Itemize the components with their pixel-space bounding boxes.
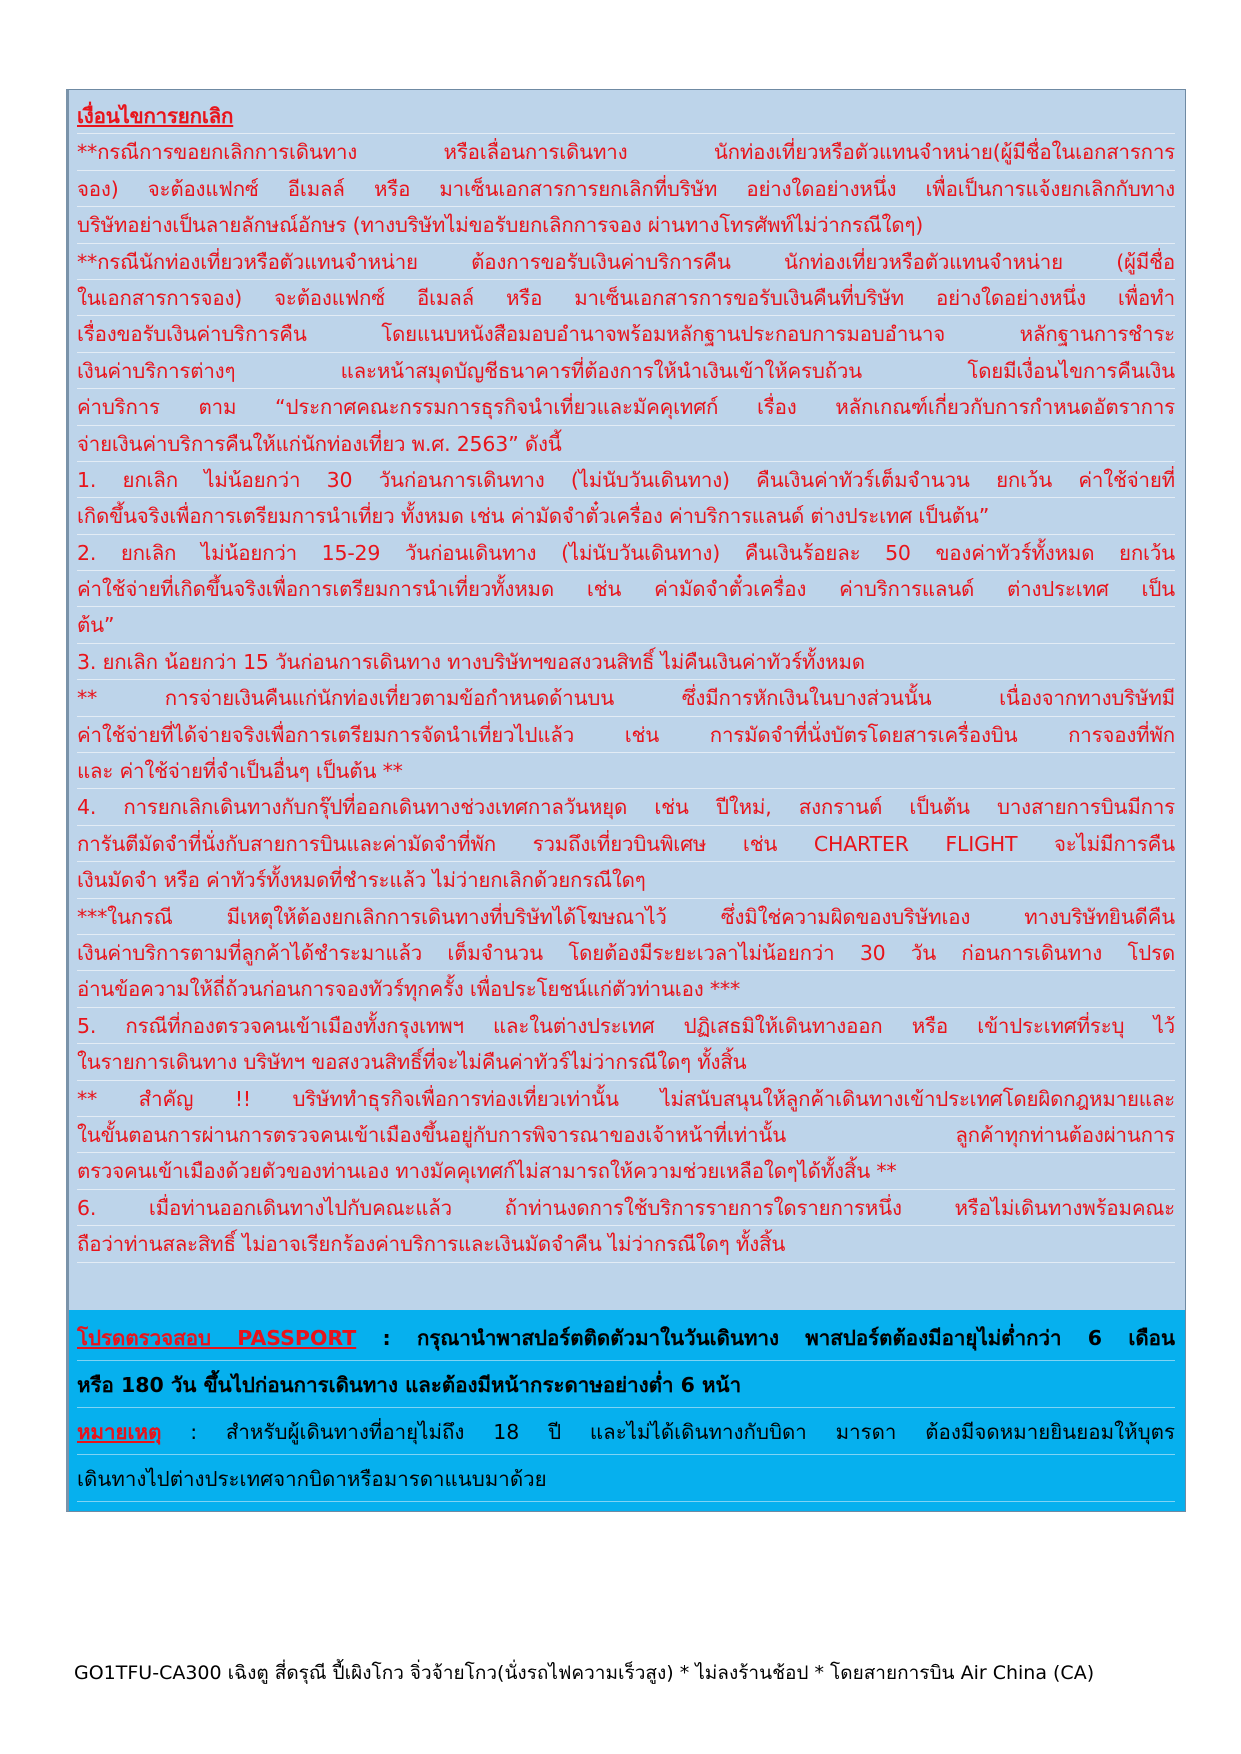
condition-line: **กรณีนักท่องเที่ยวหรือตัวแทนจำหน่าย ต้องการขอรับเงินค่าบริการคืน นักท่องเที่ยวหรือตัวแทนจำหน่าย (ผู้มีชื่อ	[77, 244, 1175, 280]
condition-line: ** สำคัญ !! บริษัททำธุรกิจเพื่อการท่องเที่ยวเท่านั้น ไม่สนับสนุนให้ลูกค้าเดินทางเข้าประเทศโดยผิดกฎหมายและ	[77, 1081, 1175, 1117]
condition-line: 6. เมื่อท่านออกเดินทางไปกับคณะแล้ว ถ้าท่านงดการใช้บริการรายการใดรายการหนึ่ง หรือไม่เดินทางพร้อมคณะ	[77, 1190, 1175, 1226]
condition-line: เรื่องขอรับเงินค่าบริการคืน โดยแนบหนังสือมอบอำนาจพร้อมหลักฐานประกอบการมอบอำนาจ หลักฐานการชำระ	[77, 316, 1175, 352]
condition-line: เงินมัดจำ หรือ ค่าทัวร์ทั้งหมดที่ชำระแล้ว ไม่ว่ายกเลิกด้วยกรณีใดๆ	[77, 862, 1175, 898]
conditions-heading: เงื่อนไขการยกเลิก	[77, 104, 234, 128]
condition-line: 3. ยกเลิก น้อยกว่า 15 วันก่อนการเดินทาง ทางบริษัทฯขอสงวนสิทธิ์ ไม่คืนเงินค่าทัวร์ทั้งหมด	[77, 644, 1175, 680]
condition-line: จอง) จะต้องแฟกซ์ อีเมลล์ หรือ มาเซ็นเอกสารการยกเลิกที่บริษัท อย่างใดอย่างหนึ่ง เพื่อเป็นการแจ้งยกเลิกกับทาง	[77, 171, 1175, 207]
condition-line: ค่าใช้จ่ายที่เกิดขึ้นจริงเพื่อการเตรียมการนำเที่ยวทั้งหมด เช่น ค่ามัดจำตั๋วเครื่อง ค่าบริการแลนด์ ต่างประเทศ เป็น	[77, 571, 1175, 607]
condition-line: เกิดขึ้นจริงเพื่อการเตรียมการนำเที่ยว ทั้งหมด เช่น ค่ามัดจำตั๋วเครื่อง ค่าบริการแลนด์ ต่างประเทศ เป็นต้น”	[77, 498, 1175, 534]
conditions-heading-line	[77, 98, 1175, 134]
condition-line: บริษัทอย่างเป็นลายลักษณ์อักษร (ทางบริษัทไม่ขอรับยกเลิกการจอง ผ่านทางโทรศัพท์ไม่ว่ากรณีใดๆ)	[77, 207, 1175, 243]
page-footer: GO1TFU-CA300 เฉิงตู สี่ดรุณี ปี้เผิงโกว จิ่วจ้ายโกว(นั่งรถไฟความเร็วสูง) * ไม่ลงร้านช้อป * โดยสายการบิน Air China (CA)	[74, 1662, 1095, 1684]
note-line-2: เดินทางไปต่างประเทศจากบิดาหรือมารดาแนบมาด้วย	[77, 1455, 1175, 1502]
passport-line-2: หรือ 180 วัน ขึ้นไปก่อนการเดินทาง และต้องมีหน้ากระดาษอย่างต่ำ 6 หน้า	[77, 1361, 1175, 1408]
condition-line: ต้น”	[77, 607, 1175, 643]
condition-line: การันตีมัดจำที่นั่งกับสายการบินและค่ามัดจำที่พัก รวมถึงเที่ยวบินพิเศษ เช่น CHARTER FLIGHT จะไม่มีการคืน	[77, 826, 1175, 862]
condition-line: ** การจ่ายเงินคืนแก่นักท่องเที่ยวตามข้อกำหนดด้านบน ซึ่งมีการหักเงินในบางส่วนนั้น เนื่องจากทางบริษัทมี	[77, 680, 1175, 716]
condition-line: ***ในกรณี มีเหตุให้ต้องยกเลิกการเดินทางที่บริษัทได้โฆษณาไว้ ซึ่งมิใช่ความผิดของบริษัทเอง ทางบริษัทยินดีคืน	[77, 899, 1175, 935]
condition-line: ค่าบริการ ตาม “ประกาศคณะกรรมการธุรกิจนำเที่ยวและมัคคุเทศก์ เรื่อง หลักเกณฑ์เกี่ยวกับการกำหนดอัตราการ	[77, 389, 1175, 425]
document-panel	[66, 89, 1186, 1512]
condition-line: ถือว่าท่านสละสิทธิ์ ไม่อาจเรียกร้องค่าบริการและเงินมัดจำคืน ไม่ว่ากรณีใดๆ ทั้งสิ้น	[77, 1226, 1175, 1262]
condition-line: ในขั้นตอนการผ่านการตรวจคนเข้าเมืองขึ้นอยู่กับการพิจารณาของเจ้าหน้าที่เท่านั้น ลูกค้าทุกท่านต้องผ่านการ	[77, 1117, 1175, 1153]
condition-line: 2. ยกเลิก ไม่น้อยกว่า 15-29 วันก่อนเดินทาง (ไม่นับวันเดินทาง) คืนเงินร้อยละ 50 ของค่าทัวร์ทั้งหมด ยกเว้น	[77, 535, 1175, 571]
passport-line-1	[77, 1314, 1175, 1361]
condition-line: ในเอกสารการจอง) จะต้องแฟกซ์ อีเมลล์ หรือ มาเซ็นเอกสารการขอรับเงินคืนที่บริษัท อย่างใดอย่างหนึ่ง เพื่อทำ	[77, 280, 1175, 316]
condition-line: 5. กรณีที่กองตรวจคนเข้าเมืองทั้งกรุงเทพฯ และในต่างประเทศ ปฏิเสธมิให้เดินทางออก หรือ เข้าประเทศที่ระบุ ไว้	[77, 1008, 1175, 1044]
condition-line: จ่ายเงินค่าบริการคืนให้แก่นักท่องเที่ยว พ.ศ. 2563” ดังนี้	[77, 426, 1175, 462]
note-text-1: : สำหรับผู้เดินทางที่อายุไม่ถึง 18 ปี และไม่ได้เดินทางกับบิดา มารดา ต้องมีจดหมายยินยอมให้บุตร	[161, 1420, 1175, 1444]
condition-line: 4. การยกเลิกเดินทางกับกรุ๊ปที่ออกเดินทางช่วงเทศกาลวันหยุด เช่น ปีใหม่, สงกรานต์ เป็นต้น บางสายการบินมีการ	[77, 789, 1175, 825]
cancellation-conditions-section	[69, 90, 1185, 1310]
condition-line: เงินค่าบริการตามที่ลูกค้าได้ชำระมาแล้ว เต็มจำนวน โดยต้องมีระยะเวลาไม่น้อยกว่า 30 วัน ก่อนการเดินทาง โปรด	[77, 935, 1175, 971]
condition-line: ในรายการเดินทาง บริษัทฯ ขอสงวนสิทธิ์ที่จะไม่คืนค่าทัวร์ไม่ว่ากรณีใดๆ ทั้งสิ้น	[77, 1044, 1175, 1080]
passport-label: โปรดตรวจสอบ PASSPORT	[77, 1326, 357, 1350]
condition-line: **กรณีการขอยกเลิกการเดินทาง หรือเลื่อนการเดินทาง นักท่องเที่ยวหรือตัวแทนจำหน่าย(ผู้มีชื่อในเอกสารการ	[77, 134, 1175, 170]
condition-line: ค่าใช้จ่ายที่ได้จ่ายจริงเพื่อการเตรียมการจัดนำเที่ยวไปแล้ว เช่น การมัดจำที่นั่งบัตรโดยสารเครื่องบิน การจองที่พัก	[77, 717, 1175, 753]
condition-line: และ ค่าใช้จ่ายที่จำเป็นอื่นๆ เป็นต้น **	[77, 753, 1175, 789]
condition-line: อ่านข้อความให้ถี่ถ้วนก่อนการจองทัวร์ทุกครั้ง เพื่อประโยชน์แก่ตัวท่านเอง ***	[77, 971, 1175, 1007]
note-label: หมายเหตุ	[77, 1420, 162, 1444]
passport-text-1: : กรุณานำพาสปอร์ตติดตัวมาในวันเดินทาง พาสปอร์ตต้องมีอายุไม่ต่ำกว่า 6 เดือน	[356, 1326, 1175, 1350]
passport-notice-section	[69, 1310, 1185, 1512]
condition-line: เงินค่าบริการต่างๆ และหน้าสมุดบัญชีธนาคารที่ต้องการให้นำเงินเข้าให้ครบถ้วน โดยมีเงื่อนไขการคืนเงิน	[77, 353, 1175, 389]
condition-line: 1. ยกเลิก ไม่น้อยกว่า 30 วันก่อนการเดินทาง (ไม่นับวันเดินทาง) คืนเงินค่าทัวร์เต็มจำนวน ยกเว้น ค่าใช้จ่ายที่	[77, 462, 1175, 498]
condition-line: ตรวจคนเข้าเมืองด้วยตัวของท่านเอง ทางมัคคุเทศก์ไม่สามารถให้ความช่วยเหลือใดๆได้ทั้งสิ้น **	[77, 1153, 1175, 1189]
note-line-1	[77, 1408, 1175, 1455]
